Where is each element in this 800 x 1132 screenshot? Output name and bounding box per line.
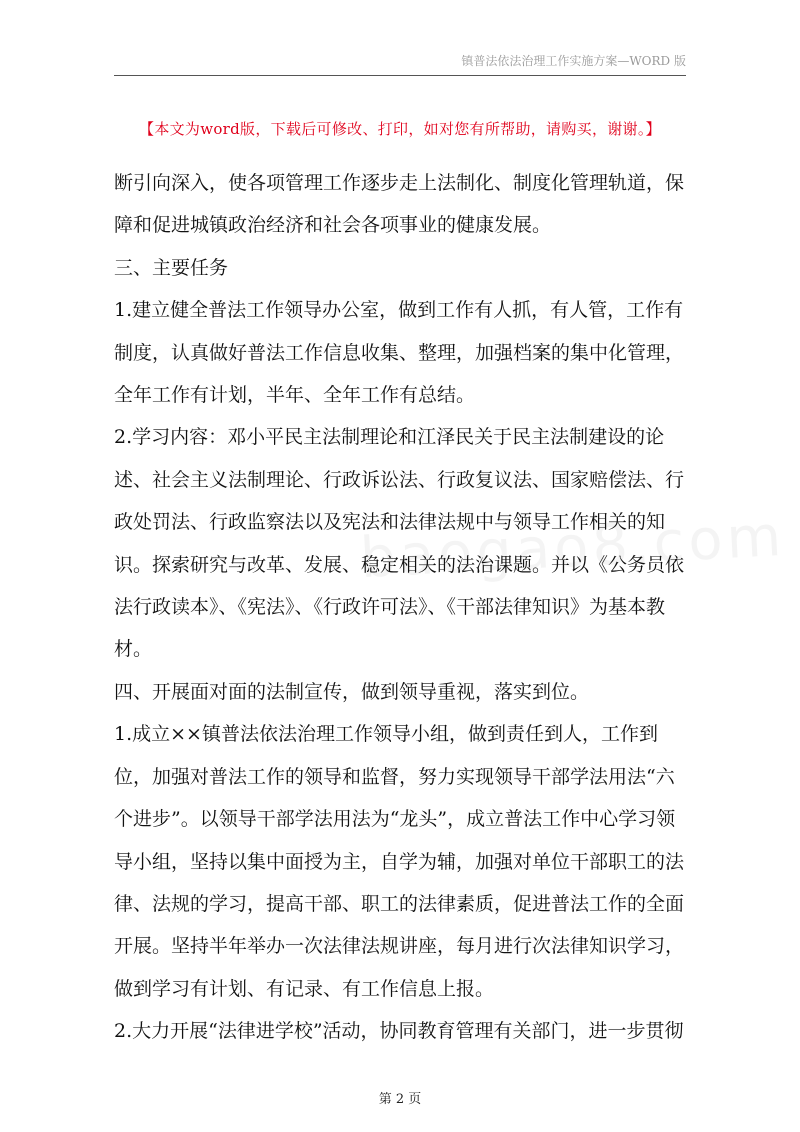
header-divider bbox=[114, 75, 686, 76]
body-paragraph: 2.学习内容：邓小平民主法制理论和江泽民关于民主法制建设的论述、社会主义法制理论、行政诉讼法、行政复议法、国家赔偿法、行政处罚法、行政监察法以及宪法和法律法规中与领导工作相关的知识。探索研究与改革、发展、稳定相关的法治课题。并以《公务员依法行政读本》、《宪法》、《行政许可法》、《干部法律知识》为基本教材。 bbox=[114, 426, 685, 661]
body-paragraph: 1.成立××镇普法依法治理工作领导小组，做到责任到人，工作到位，加强对普法工作的领导和监督，努力实现领导干部学法用法“六个进步”。以领导干部学法用法为“龙头”，成立普法工作中心学习领导小组，坚持以集中面授为主，自学为辅，加强对单位干部职工的法律、法规的学习，提高干部、职工的法律素质，促进普法工作的全面开展。坚持半年举办一次法律法规讲座，每月进行次法律知识学习，做到学习有计划、有记录、有工作信息上报。 bbox=[114, 723, 685, 1000]
page-number: 第 2 页 bbox=[378, 1092, 422, 1107]
download-notice: 【本文为word版，下载后可修改、打印，如对您有所帮助，请购买，谢谢。】 bbox=[139, 120, 661, 138]
running-header: 镇普法依法治理工作实施方案—WORD 版 bbox=[461, 54, 686, 68]
section-heading: 四、开展面对面的法制宣传，做到领导重视，落实到位。 bbox=[114, 680, 590, 703]
body-paragraph: 2.大力开展“法律进学校”活动，协同教育管理有关部门，进一步贯彻 bbox=[114, 1020, 684, 1043]
section-heading: 三、主要任务 bbox=[114, 256, 229, 279]
document-body bbox=[114, 162, 688, 1053]
body-paragraph: 1.建立健全普法工作领导办公室，做到工作有人抓，有人管，工作有制度，认真做好普法工作信息收集、整理，加强档案的集中化管理，全年工作有计划，半年、全年工作有总结。 bbox=[114, 299, 685, 407]
body-paragraph: 断引向深入，使各项管理工作逐步走上法制化、制度化管理轨道，保障和促进城镇政治经济和社会各项事业的健康发展。 bbox=[114, 172, 685, 237]
